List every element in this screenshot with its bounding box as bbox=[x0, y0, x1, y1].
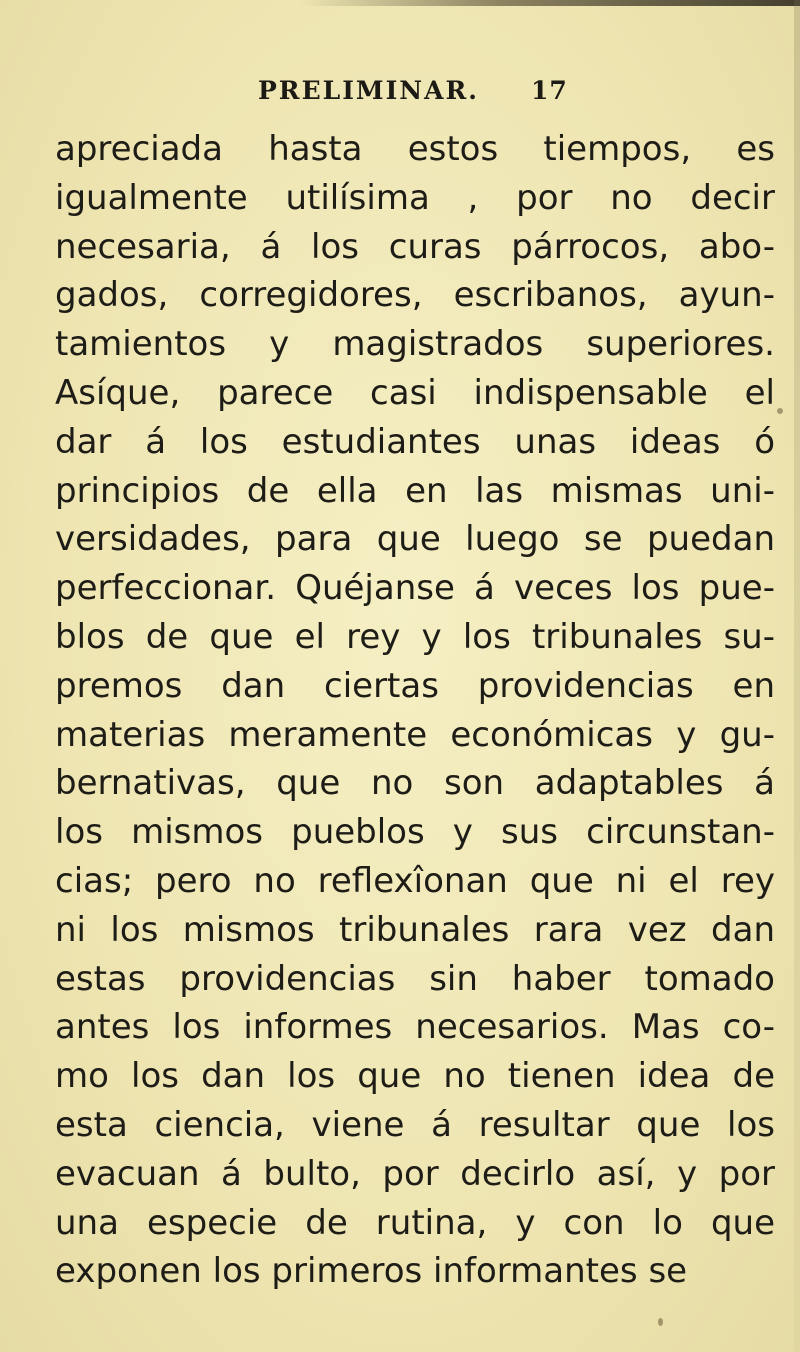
text-line: necesaria, á los curas párrocos, abo- bbox=[55, 226, 775, 267]
text-line: gados, corregidores, escribanos, ayun- bbox=[55, 275, 775, 316]
text-line: blos de que el rey y los tribunales su- bbox=[55, 616, 775, 657]
text-line: los mismos pueblos y sus circunstan- bbox=[55, 812, 775, 853]
paper-speck bbox=[777, 408, 783, 414]
page-right-edge bbox=[794, 0, 800, 1352]
page-number: 17 bbox=[531, 76, 568, 105]
text-line: antes los informes necesarios. Mas co- bbox=[55, 1007, 775, 1048]
running-head-title: PRELIMINAR. bbox=[258, 76, 479, 105]
text-line: materias meramente económicas y gu- bbox=[55, 714, 775, 755]
text-line: exponen los primeros informantes se bbox=[55, 1251, 688, 1292]
body-text bbox=[55, 125, 775, 1296]
text-line: perfeccionar. Quéjanse á veces los pue- bbox=[55, 568, 775, 609]
text-line: ni los mismos tribunales rara vez dan bbox=[55, 909, 775, 950]
text-line: dar á los estudiantes unas ideas ó bbox=[55, 421, 775, 462]
text-line: mo los dan los que no tienen idea de bbox=[55, 1056, 775, 1097]
text-line: apreciada hasta estos tiempos, es bbox=[55, 129, 775, 169]
text-line: esta ciencia, viene á resultar que los bbox=[55, 1104, 775, 1145]
paper-speck bbox=[658, 1318, 663, 1326]
text-line: evacuan á bulto, por decirlo así, y por bbox=[55, 1153, 775, 1194]
text-line: cias; pero no reflexîonan que ni el rey bbox=[55, 860, 775, 901]
running-head bbox=[258, 76, 718, 116]
text-line: estas providencias sin haber tomado bbox=[55, 958, 775, 999]
text-line: una especie de rutina, y con lo que bbox=[55, 1202, 775, 1243]
text-line: bernativas, que no son adaptables á bbox=[55, 763, 775, 804]
page-top-shadow bbox=[300, 0, 800, 6]
text-line: tamientos y magistrados superiores. bbox=[55, 324, 775, 365]
text-line: igualmente utilísima , por no decir bbox=[55, 177, 775, 218]
text-line: versidades, para que luego se puedan bbox=[55, 519, 775, 560]
text-line: principios de ella en las mismas uni- bbox=[55, 470, 775, 511]
text-line: Asíque, parece casi indispensable el bbox=[55, 372, 775, 413]
text-line: premos dan ciertas providencias en bbox=[55, 665, 775, 706]
